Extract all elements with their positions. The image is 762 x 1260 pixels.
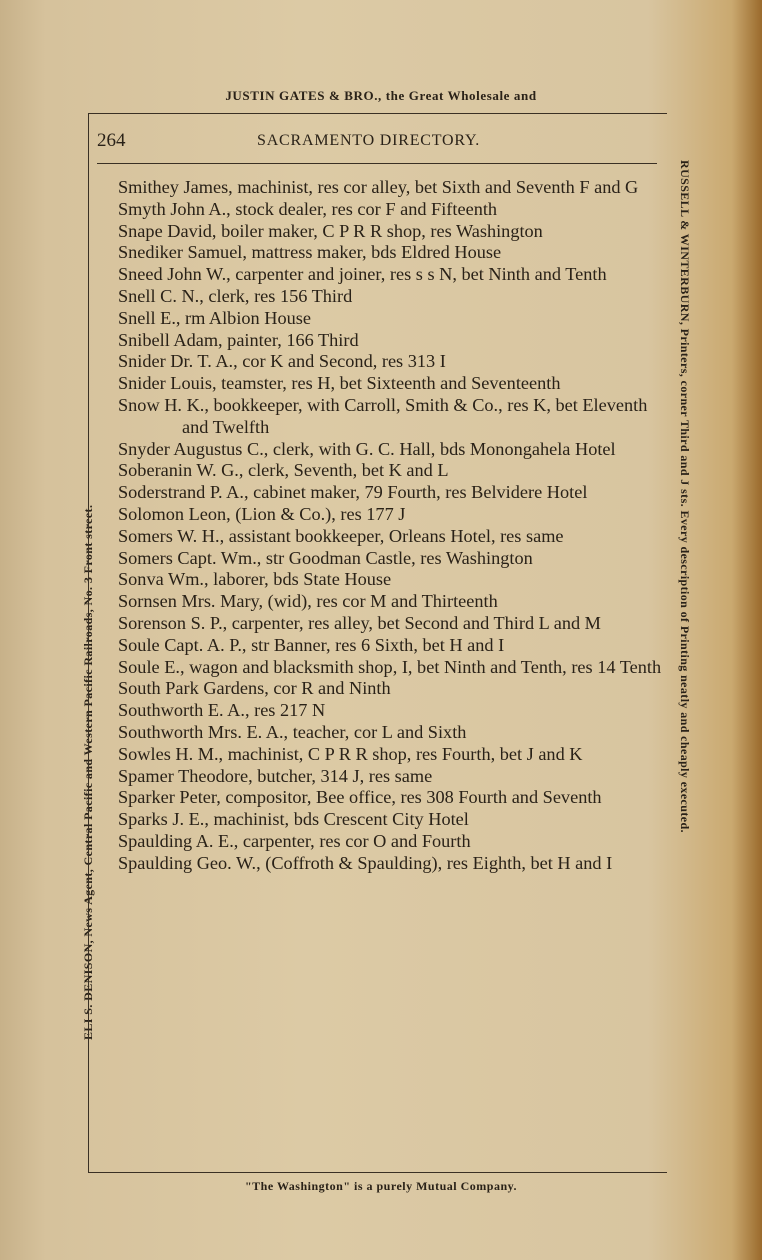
page-number: 264 <box>97 130 126 151</box>
directory-entry: Snider Louis, teamster, res H, bet Sixteenth and Seventeenth <box>118 373 561 394</box>
directory-entry: Sparks J. E., machinist, bds Crescent City Hotel <box>118 809 469 830</box>
left-margin-advertisement: ELI S. DENISON, News Agent, Central Pacific and Western Pacific Railroads, No. 3 Front street. <box>81 504 95 1040</box>
directory-entry: Snediker Samuel, mattress maker, bds Eldred House <box>118 242 502 263</box>
directory-entry: Snape David, boiler maker, C P R R shop, res Washington <box>118 220 543 241</box>
directory-entry: Sornsen Mrs. Mary, (wid), res cor M and Thirteenth <box>118 591 498 612</box>
top-advertisement: JUSTIN GATES & BRO., the Great Wholesale and <box>225 88 537 103</box>
directory-entry: Sneed John W., carpenter and joiner, res s s N, bet Ninth and Tenth <box>118 264 607 285</box>
directory-entry: Soderstrand P. A., cabinet maker, 79 Fourth, res Belvidere Hotel <box>118 482 588 503</box>
directory-entry: Snell E., rm Albion House <box>118 307 311 328</box>
directory-entry: Smithey James, machinist, res cor alley, bet Sixth and Seventh F and G <box>118 177 639 197</box>
header-rule <box>97 163 657 164</box>
directory-entry: Spaulding A. E., carpenter, res cor O and Fourth <box>118 830 471 851</box>
directory-entry: Snell C. N., clerk, res 156 Third <box>118 285 353 306</box>
directory-entry: South Park Gardens, cor R and Ninth <box>118 678 391 699</box>
directory-entry: Sowles H. M., machinist, C P R R shop, res Fourth, bet J and K <box>118 743 583 764</box>
directory-entry: Southworth E. A., res 217 N <box>118 700 326 721</box>
right-margin-advertisement: RUSSELL & WINTERBURN, Printers, corner Third and J sts. Every description of Printing neatly and cheaply executed. <box>678 160 692 833</box>
bottom-advertisement: "The Washington" is a purely Mutual Company. <box>245 1179 517 1193</box>
running-title: SACRAMENTO DIRECTORY. <box>257 132 481 149</box>
directory-entry: Snibell Adam, painter, 166 Third <box>118 329 359 350</box>
directory-entry: Snyder Augustus C., clerk, with G. C. Hall, bds Monongahela Hotel <box>118 438 616 459</box>
directory-entry: Spaulding Geo. W., (Coffroth & Spaulding), res Eighth, bet H and I <box>118 852 613 873</box>
directory-entry: Sonva Wm., laborer, bds State House <box>118 569 392 590</box>
directory-entry: Sparker Peter, compositor, Bee office, res 308 Fourth and Seventh <box>118 787 602 808</box>
directory-entry: Soule E., wagon and blacksmith shop, I, bet Ninth and Tenth, res 14 Tenth <box>118 656 662 677</box>
directory-entries <box>118 177 663 875</box>
directory-entry: Somers Capt. Wm., str Goodman Castle, res Washington <box>118 547 533 568</box>
directory-entry: Somers W. H., assistant bookkeeper, Orleans Hotel, res same <box>118 525 564 546</box>
directory-entry: Sorenson S. P., carpenter, res alley, bet Second and Third L and M <box>118 612 601 633</box>
directory-entry: Spamer Theodore, butcher, 314 J, res same <box>118 765 433 786</box>
directory-entry: Snow H. K., bookkeeper, with Carroll, Smith & Co., res K, bet Eleventh and Twelfth <box>118 394 648 437</box>
directory-entry: Southworth Mrs. E. A., teacher, cor L and Sixth <box>118 721 467 742</box>
page-header <box>97 130 657 156</box>
directory-entry: Soberanin W. G., clerk, Seventh, bet K and L <box>118 460 449 481</box>
directory-entry: Smyth John A., stock dealer, res cor F and Fifteenth <box>118 198 498 219</box>
directory-entry: Soule Capt. A. P., str Banner, res 6 Sixth, bet H and I <box>118 634 505 655</box>
directory-entry: Solomon Leon, (Lion & Co.), res 177 J <box>118 503 406 524</box>
directory-entry: Snider Dr. T. A., cor K and Second, res 313 I <box>118 351 446 372</box>
